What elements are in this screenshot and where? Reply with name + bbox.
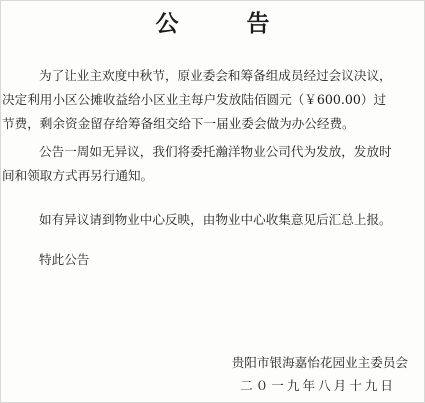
notice-body (2, 64, 413, 232)
paragraph-decision (2, 64, 413, 136)
closing-phrase: 特此公告 (39, 252, 90, 267)
paragraph-line: 如有异议请到物业中心反映，由物业中心收集意见后汇总上报。 (39, 212, 392, 227)
paragraph-line: 决定利用小区公摊收益给小区业主每户发放陆佰圆元（￥600.00）过 (2, 92, 387, 107)
paragraph-distribution (2, 140, 413, 188)
paragraph-objection (35, 208, 413, 232)
paragraph-line: 公告一周如无异议，我们将委托瀚洋物业公司代为发放，发放时 (39, 144, 392, 159)
paragraph-line: 间和领取方式再另行通知。 (2, 168, 154, 183)
paragraph-line: 为了让业主欢度中秋节，原业委会和筹备组成员经过会议决议， (39, 68, 392, 83)
paragraph-line: 节费，剩余资金留存给筹备组交给下一届业委会做为办公经费。 (2, 116, 355, 131)
notice-title: 公 告 (155, 10, 300, 37)
signature-date: 二０一九年八月十九日 (240, 378, 396, 393)
signature-organization: 贵阳市银海嘉怡花园业主委员会 (231, 355, 408, 370)
